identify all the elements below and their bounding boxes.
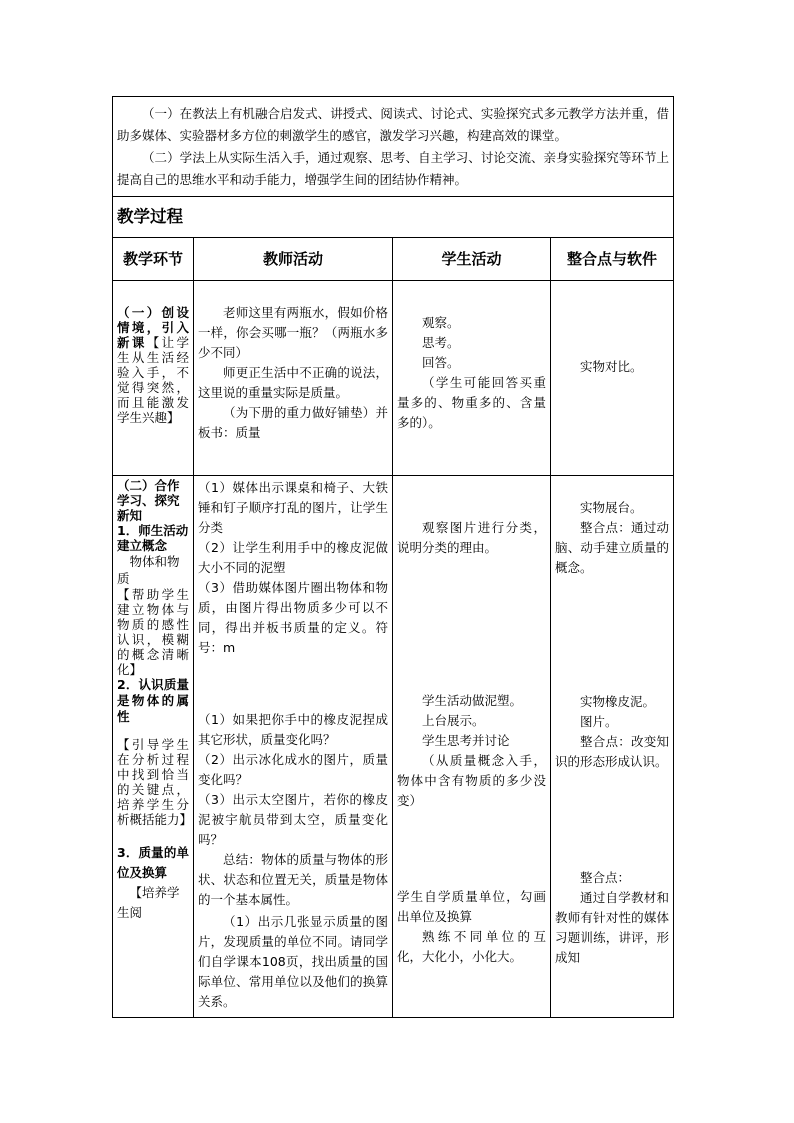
integration-text: 整合点： bbox=[580, 870, 631, 885]
header-teacher-activity: 教师活动 bbox=[194, 238, 393, 281]
learning-method-paragraph: （二）学法上从实际生活入手，通过观察、思考、自主学习、讨论交流、亲身实验探究等环节上提高自己的思维水平和动手能力，增强学生间的团结协作精神。 bbox=[117, 150, 670, 187]
student-text: 熟练不同单位的互化，大化小，小化大。 bbox=[397, 929, 546, 964]
lesson-plan-table bbox=[112, 96, 674, 1018]
stage-subsection: 物体和物质 bbox=[117, 554, 180, 586]
teacher-text: （为下册的重力做好铺垫）并板书：质量 bbox=[198, 405, 388, 440]
teacher-activity-cell bbox=[194, 476, 393, 1018]
stage-subtitle: 2．认识质量是物体的属性 bbox=[117, 677, 189, 724]
header-integration-software: 整合点与软件 bbox=[551, 238, 674, 281]
integration-text: 整合点：通过动脑、动手建立质量的概念。 bbox=[555, 520, 670, 575]
intro-cell bbox=[113, 97, 674, 197]
teacher-text: 总结：物体的质量与物体的形状、状态和位置无关，质量是物体的一个基本属性。 bbox=[198, 852, 388, 907]
intro-row bbox=[113, 97, 674, 197]
integration-text: 实物对比。 bbox=[580, 359, 643, 374]
integration-text: 实物展台。 bbox=[580, 500, 643, 515]
integration-cell bbox=[551, 281, 674, 476]
teacher-text: （1）媒体出示课桌和椅子、大铁锤和钉子顺序打乱的图片，让学生分类 bbox=[198, 480, 388, 535]
student-text: 学生活动做泥塑。 bbox=[422, 693, 523, 708]
section-title: 教学过程 bbox=[113, 197, 674, 238]
integration-text: 整合点：改变知识的形态形成认识。 bbox=[555, 734, 670, 769]
teacher-text: （2）出示冰化成水的图片，质量变化吗？ bbox=[198, 752, 388, 787]
teacher-text: （3）出示太空图片，若你的橡皮泥被宇航员带到太空，质量变化吗？ bbox=[198, 792, 388, 847]
stage-note: 【引导学生在分析过程中找到恰当的关键点，培养学生分析概括能力】 bbox=[117, 737, 193, 827]
teacher-activity-cell bbox=[194, 281, 393, 476]
stage-cell bbox=[113, 476, 194, 1018]
stage-title: （一）创设情境，引入新课 bbox=[117, 305, 189, 350]
stage-note: 【培养学生阅 bbox=[117, 885, 180, 920]
table-row bbox=[113, 476, 674, 1018]
student-text: 观察。 bbox=[422, 315, 460, 330]
teacher-text: （1）如果把你手中的橡皮泥捏成其它形状，质量变化吗？ bbox=[198, 712, 388, 747]
table-row bbox=[113, 281, 674, 476]
student-activity-cell bbox=[393, 281, 551, 476]
stage-subtitle: 1．师生活动建立概念 bbox=[117, 523, 189, 553]
stage-subtitle: 3．质量的单位及换算 bbox=[117, 845, 189, 880]
section-row bbox=[113, 197, 674, 238]
integration-text: 图片。 bbox=[580, 714, 618, 729]
teacher-text: （1）出示几张显示质量的图片，发现质量的单位不同。请同学们自学课本108页，找出质量的国际单位、常用单位以及他们的换算关系。 bbox=[198, 914, 388, 1009]
student-text: 思考。 bbox=[422, 335, 460, 350]
student-text: 学生思考并讨论 bbox=[422, 733, 510, 748]
lesson-plan-page bbox=[112, 96, 673, 1018]
teacher-text: 师更正生活中不正确的说法，这里说的重量实际是质量。 bbox=[198, 365, 388, 400]
header-student-activity: 学生活动 bbox=[393, 238, 551, 281]
student-activity-cell bbox=[393, 476, 551, 1018]
teacher-text: 老师这里有两瓶水，假如价格一样，你会买哪一瓶？（两瓶水多少不同） bbox=[198, 305, 388, 360]
student-text: 上台展示。 bbox=[422, 713, 485, 728]
student-text: （学生可能回答买重量多的、物重多的、含量多的）。 bbox=[397, 375, 546, 430]
stage-note: 【帮助学生建立物体与物质的感性认识，模糊的概念清晰化】 bbox=[117, 587, 189, 677]
integration-cell bbox=[551, 476, 674, 1018]
student-text: 观察图片进行分类，说明分类的理由。 bbox=[397, 520, 546, 555]
student-text: 回答。 bbox=[422, 355, 460, 370]
stage-cell bbox=[113, 281, 194, 476]
stage-note: 【让学生从生活经验入手，不觉得突然，而且能激发学生兴趣】 bbox=[117, 335, 189, 425]
student-text: （从质量概念入手，物体中含有物质的多少没变） bbox=[397, 753, 546, 808]
integration-text: 实物橡皮泥。 bbox=[580, 694, 656, 709]
stage-title: （二）合作学习、探究新知 bbox=[117, 478, 180, 523]
teacher-text: （3）借助媒体图片圈出物体和物质，由图片得出物质多少可以不同，得出并板书质量的定义。符号：m bbox=[198, 580, 388, 655]
teaching-method-paragraph: （一）在教法上有机融合启发式、讲授式、阅读式、讨论式、实验探究式多元教学方法并重，借助多媒体、实验器材多方位的刺激学生的感官，激发学习兴趣，构建高效的课堂。 bbox=[117, 106, 670, 143]
header-stage: 教学环节 bbox=[113, 238, 194, 281]
header-row bbox=[113, 238, 674, 281]
student-text: 学生自学质量单位，勾画出单位及换算 bbox=[397, 889, 546, 924]
integration-text: 通过自学教材和教师有针对性的媒体习题训练，讲评，形成知 bbox=[555, 890, 670, 965]
teacher-text: （2）让学生利用手中的橡皮泥做大小不同的泥塑 bbox=[198, 540, 388, 575]
